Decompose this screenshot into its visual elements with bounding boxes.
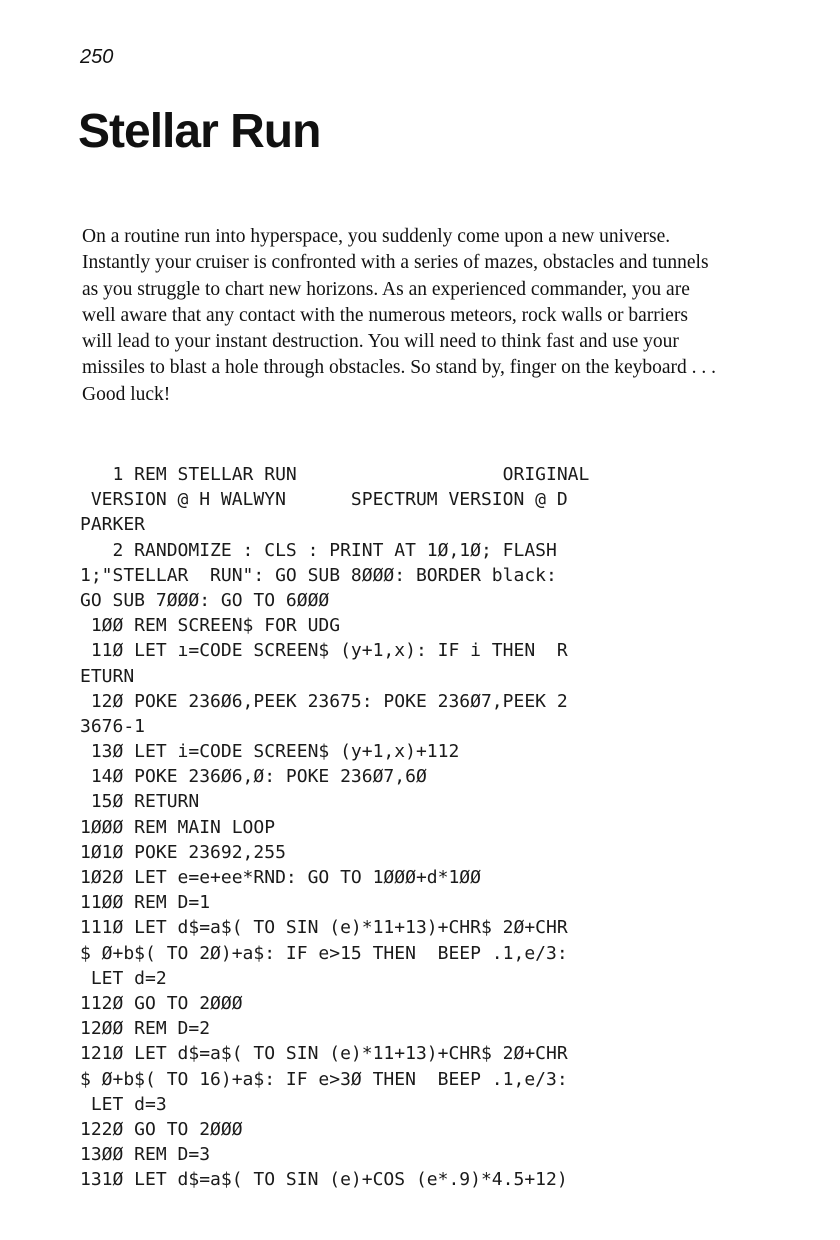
code-line: 122Ø GO TO 2ØØØ	[80, 1118, 243, 1140]
code-line: LET d=2	[80, 967, 167, 989]
code-line: ETURN	[80, 665, 135, 687]
code-line: 13ØØ REM D=3	[80, 1144, 211, 1166]
code-line: 121Ø LET d$=a$( TO SIN (e)*11+13)+CHR$ 2Ø+CHR	[80, 1043, 568, 1065]
code-line: $ Ø+b$( TO 16)+a$: IF e>3Ø THEN BEEP .1,e/3:	[80, 1068, 568, 1090]
code-line: 1ØØØ REM MAIN LOOP	[80, 816, 276, 838]
code-line: 12ØØ REM D=2	[80, 1018, 211, 1040]
code-line: 1;"STELLAR RUN": GO SUB 8ØØØ: BORDER black:	[80, 564, 557, 586]
code-line: 2 RANDOMIZE : CLS : PRINT AT 1Ø,1Ø; FLASH	[80, 539, 557, 561]
code-line: 1Ø1Ø POKE 23692,255	[80, 841, 286, 863]
code-line: 1Ø2Ø LET e=e+ee*RND: GO TO 1ØØØ+d*1ØØ	[80, 867, 481, 888]
code-line: $ Ø+b$( TO 2Ø)+a$: IF e>15 THEN BEEP .1,e/3:	[80, 942, 568, 964]
code-line: 11Ø LET ı=CODE SCREEN$ (y+1,x): IF i THEN R	[80, 640, 568, 662]
code-line: 112Ø GO TO 2ØØØ	[80, 992, 243, 1014]
code-line: 3676-1	[80, 715, 146, 737]
program-listing	[80, 462, 740, 1192]
code-line: 131Ø LET d$=a$( TO SIN (e)+COS (e*.9)*4.5+12)	[80, 1169, 568, 1191]
code-line: 1 REM STELLAR RUN ORIGINAL	[80, 464, 590, 485]
intro-paragraph: On a routine run into hyperspace, you suddenly come upon a new universe. Instantly your cruiser is confronted with a series of mazes, obstacles and tunnels as you struggle to chart new horizons. As an experienced commander, you are well aware that any contact with the numerous meteors, rock walls or barriers will lead to your instant destruction. You will need to think fast and use your missiles to blast a hole through obstacles. So stand by, finger on the keyboard . . . Good luck!	[82, 226, 717, 405]
page-title: Stellar Run	[78, 105, 321, 158]
code-line: 14Ø POKE 236Ø6,Ø: POKE 236Ø7,6Ø	[80, 766, 427, 788]
code-line: PARKER	[80, 514, 146, 536]
code-line: 13Ø LET i=CODE SCREEN$ (y+1,x)+112	[80, 741, 460, 763]
code-line: GO SUB 7ØØØ: GO TO 6ØØØ	[80, 589, 330, 611]
page-number: 250	[80, 46, 114, 68]
code-line: 1ØØ REM SCREEN$ FOR UDG	[80, 615, 341, 637]
code-line: 15Ø RETURN	[80, 791, 200, 813]
code-line: LET d=3	[80, 1093, 167, 1115]
code-line: 11ØØ REM D=1	[80, 892, 211, 914]
code-line: VERSION @ H WALWYN SPECTRUM VERSION @ D	[80, 489, 568, 511]
code-line: 111Ø LET d$=a$( TO SIN (e)*11+13)+CHR$ 2Ø+CHR	[80, 917, 568, 939]
code-line: 12Ø POKE 236Ø6,PEEK 23675: POKE 236Ø7,PEEK 2	[80, 690, 568, 712]
